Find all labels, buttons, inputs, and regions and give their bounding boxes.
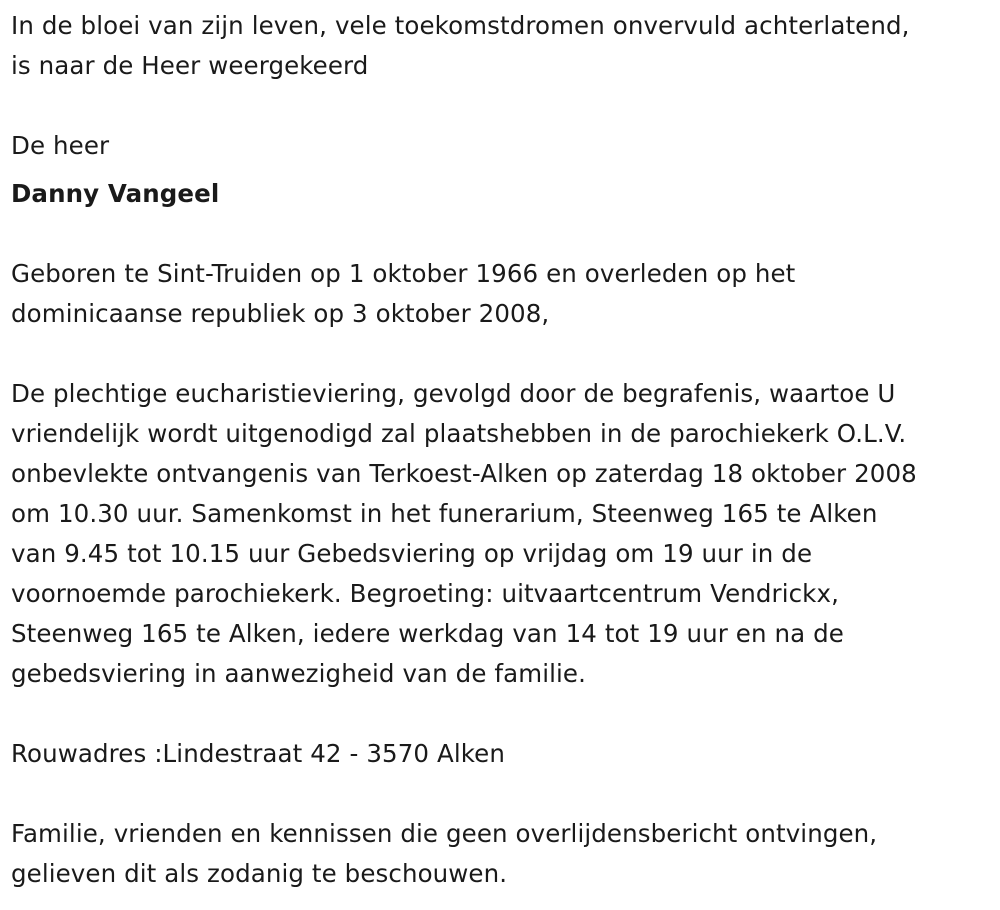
intro-line: In de bloei van zijn leven, vele toekomstdromen onvervuld achterlatend, bbox=[11, 11, 910, 40]
service-line: vriendelijk wordt uitgenodigd zal plaatshebben in de parochiekerk O.L.V. bbox=[11, 419, 907, 448]
service-line: Steenweg 165 te Alken, iedere werkdag van 14 tot 19 uur en na de bbox=[11, 619, 844, 648]
obituary-notice bbox=[11, 6, 991, 894]
birth-death-line: Geboren te Sint-Truiden op 1 oktober 1966 en overleden op het bbox=[11, 259, 796, 288]
service-line: om 10.30 uur. Samenkomst in het funerarium, Steenweg 165 te Alken bbox=[11, 499, 878, 528]
service-line: onbevlekte ontvangenis van Terkoest-Alken op zaterdag 18 oktober 2008 bbox=[11, 459, 917, 488]
intro-line: is naar de Heer weergekeerd bbox=[11, 51, 369, 80]
spacer bbox=[11, 86, 991, 126]
service-line: van 9.45 tot 10.15 uur Gebedsviering op vrijdag om 19 uur in de bbox=[11, 539, 813, 568]
service-line: De plechtige eucharistieviering, gevolgd door de begrafenis, waartoe U bbox=[11, 379, 896, 408]
service-line: gebedsviering in aanwezigheid van de familie. bbox=[11, 659, 586, 688]
closing-line: gelieven dit als zodanig te beschouwen. bbox=[11, 859, 508, 888]
spacer bbox=[11, 334, 991, 374]
mourning-address: Rouwadres :Lindestraat 42 - 3570 Alken bbox=[11, 739, 505, 768]
deceased-name: Danny Vangeel bbox=[11, 179, 220, 208]
closing-line: Familie, vrienden en kennissen die geen overlijdensbericht ontvingen, bbox=[11, 819, 878, 848]
salutation: De heer bbox=[11, 131, 110, 160]
service-line: voornoemde parochiekerk. Begroeting: uitvaartcentrum Vendrickx, bbox=[11, 579, 839, 608]
spacer bbox=[11, 214, 991, 254]
spacer bbox=[11, 774, 991, 814]
spacer bbox=[11, 694, 991, 734]
birth-death-line: dominicaanse republiek op 3 oktober 2008, bbox=[11, 299, 550, 328]
